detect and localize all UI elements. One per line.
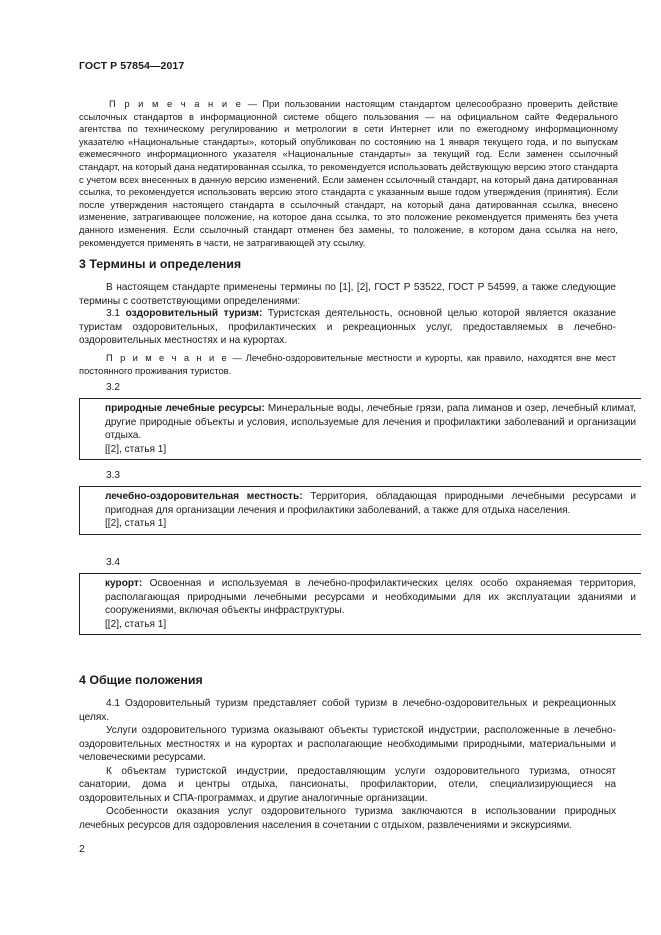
term-3-1 <box>79 307 616 348</box>
page-number: 2 <box>79 843 85 855</box>
term-3-1-note-text: — Лечебно-оздоровительные местности и курорты, как правило, находятся вне мест постоянного проживания туристов. <box>79 352 616 376</box>
term-3-4-number: 3.4 <box>106 557 121 568</box>
section-4-paragraph: К объектам туристской индустрии, предоставляющим услуги оздоровительного туризма, относят санатории, дома и центры отдыха, пансионаты, профилактории, отели, специализирующиеся на оздоровительных и СПА-программах, и другие аналогичные организации. <box>79 765 616 804</box>
section-4-heading: 4 Общие положения <box>79 673 203 687</box>
term-3-1-note <box>79 352 616 377</box>
section-4-paragraph: Особенности оказания услуг оздоровительного туризма заключаются в использовании природных лечебных ресурсов для оздоровления населения в сочетании с отдыхом, развлечениями и экскурсиями. <box>79 806 616 831</box>
section-3-heading: 3 Термины и определения <box>79 257 242 271</box>
term-3-3-box <box>79 486 641 535</box>
term-3-1-number: 3.1 <box>106 308 126 319</box>
term-3-3-number: 3.3 <box>106 470 121 481</box>
section-4-paragraph: Услуги оздоровительного туризма оказывают объекты туристской индустрии, расположенные в лечебно-оздоровительных местностях и на курортах и располагающие необходимыми природными, материальными и человеческими ресурсами. <box>79 725 616 763</box>
term-3-2-source: [[2], статья 1] <box>105 443 167 455</box>
reference-note <box>79 98 618 249</box>
section-3-intro: В настоящем стандарте применены термины по [1], [2], ГОСТ Р 53522, ГОСТ Р 54599, а также следующие термины с соответствующими определениями: <box>79 282 616 307</box>
term-3-2-definition: Минеральные воды, лечебные грязи, рапа лиманов и озер, лечебный климат, другие природные объекты и условия, используемые для лечения и профилактики заболеваний и организации отдыха. <box>105 403 636 441</box>
term-3-4-source: [[2], статья 1] <box>105 618 167 630</box>
term-3-2-name: природные лечебные ресурсы: <box>105 403 265 414</box>
note-text: — При пользовании настоящим стандартом целесообразно проверить действие ссылочных стандартов в информационной системе общего пользования — на официальном сайте Федерального агентства по техническому регулированию и метрологии в сети Интернет или по ежегодному информационному указателю «Национальные стандарты», который опубликован по состоянию на 1 января текущего года, и по выпускам ежемесячного информационного указателя «Национальные стандарты» за текущий год. Если заменен ссылочный стандарт, на который дана недатированная ссылка, то рекомендуется использовать действующую версию этого стандарта с учетом всех внесенных в данную версию изменений. Если заменен ссылочный стандарт, на который дана датированная ссылка, то рекомендуется использовать версию этого стандарта с указанным выше годом утверждения (принятия). Если после утверждения настоящего стандарта в ссылочный стандарт, на который дана датированная ссылка, внесено изменение, затрагивающее положение, на которое дана ссылка, то это положение рекомендуется применять без учета данного изменения. Если ссылочный стандарт отменен без замены, то положение, в котором дана ссылка на него, рекомендуется применять в части, не затрагивающей эту ссылку. <box>79 98 618 248</box>
term-3-1-name: оздоровительный туризм: <box>125 308 263 319</box>
section-4-paragraph: 4.1 Оздоровительный туризм представляет собой туризм в лечебно-оздоровительных и рекреационных целях. <box>79 698 616 723</box>
term-3-3-name: лечебно-оздоровительная местность: <box>105 491 303 502</box>
term-3-4-box <box>79 573 641 635</box>
term-3-3-definition: Территория, обладающая природными лечебными ресурсами и пригодная для организации лечения и профилактики заболеваний, а также для отдыха населения. <box>105 491 636 516</box>
term-3-3-source: [[2], статья 1] <box>105 518 167 529</box>
term-3-1-note-label: П р и м е ч а н и е <box>106 352 229 363</box>
term-3-2-number: 3.2 <box>106 382 121 393</box>
section-4-body <box>79 697 616 832</box>
note-label: П р и м е ч а н и е <box>109 98 243 109</box>
term-3-1-definition: Туристская деятельность, основной целью которой является оказание туристам оздоровительных, профилактических и рекреационных услуг, предоставляемых в лечебно-оздоровительных местностях и на курортах. <box>79 308 617 346</box>
term-3-4-name: курорт: <box>105 578 143 589</box>
document-header: ГОСТ Р 57854—2017 <box>79 60 185 72</box>
term-3-2-box <box>79 398 641 460</box>
term-3-4-definition: Освоенная и используемая в лечебно-профилактических целях особо охраняемая территория, располагающая природными лечебными ресурсами и необходимыми для их эксплуатации зданиями и сооружениями, включая объекты инфраструктуры. <box>105 578 636 616</box>
